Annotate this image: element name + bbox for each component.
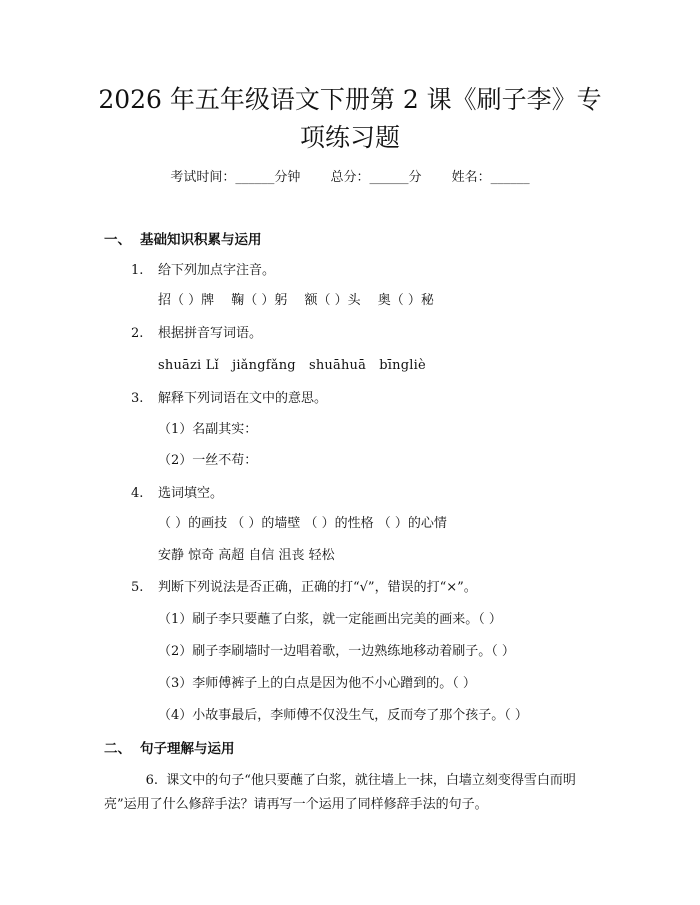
exam-time: 考试时间：______分钟	[170, 170, 301, 185]
question-4-blanks: （ ）的画技 （ ）的墙壁 （ ）的性格 （ ）的心情	[158, 516, 447, 531]
question-text: 选词填空。	[158, 486, 224, 501]
question-5-item-2: （2）刷子李刷墙时一边唱着歌，一边熟练地移动着刷子。（ ）	[158, 644, 515, 659]
question-5-item-4: （4）小故事最后，李师傅不仅没生气，反而夸了那个孩子。（ ）	[158, 708, 528, 723]
section-title: 基础知识积累与运用	[140, 232, 262, 248]
section-heading-2	[104, 739, 235, 759]
question-2-pinyin: shuāzi Lǐ jiǎngfǎng shuāhuā bīngliè	[158, 358, 426, 373]
question-5-item-3: （3）李师傅裤子上的白点是因为他不小心蹭到的。（ ）	[158, 676, 476, 691]
question-1	[131, 261, 275, 281]
question-3	[131, 389, 327, 409]
exam-info-row	[0, 168, 700, 188]
question-3-item-1: （1）名副其实：	[158, 422, 258, 437]
question-text: 解释下列词语在文中的意思。	[158, 391, 328, 406]
question-text: 根据拼音写词语。	[158, 326, 263, 341]
section-number: 二、	[104, 741, 131, 757]
question-text: 给下列加点字注音。	[158, 263, 276, 278]
title-line-2: 项练习题	[299, 123, 400, 152]
question-6	[104, 769, 589, 817]
question-1-characters: 招（ ）牌 鞠（ ）躬 额（ ）头 奥（ ）秘	[158, 293, 434, 308]
section-number: 一、	[104, 232, 131, 248]
section-heading-1	[104, 230, 262, 250]
section-title: 句子理解与运用	[140, 741, 235, 757]
question-text: 课文中的句子“他只要蘸了白浆，就往墙上一抹，白墙立刻变得雪白而明亮”运用了什么修辞手法？请再写一个运用了同样修辞手法的句子。	[104, 773, 576, 812]
question-number: 1.	[131, 263, 144, 278]
question-number: 4.	[131, 486, 144, 501]
question-text: 判断下列说法是否正确，正确的打“√”，错误的打“×”。	[158, 580, 477, 595]
student-name: 姓名：______	[451, 170, 530, 185]
question-number: 5.	[131, 580, 144, 595]
question-number: 6.	[145, 773, 158, 788]
question-5	[131, 578, 477, 598]
question-3-item-2: （2）一丝不苟：	[158, 453, 258, 468]
title-line-1: 2026 年五年级语文下册第 2 课《刷子李》专	[98, 85, 602, 114]
total-score: 总分：______分	[330, 170, 422, 185]
question-number: 3.	[131, 391, 144, 406]
question-4-word-bank: 安静 惊奇 高超 自信 沮丧 轻松	[158, 548, 335, 563]
question-4	[131, 484, 223, 504]
question-5-item-1: （1）刷子李只要蘸了白浆，就一定能画出完美的画来。（ ）	[158, 612, 502, 627]
question-2	[131, 324, 262, 344]
question-number: 2.	[131, 326, 144, 341]
